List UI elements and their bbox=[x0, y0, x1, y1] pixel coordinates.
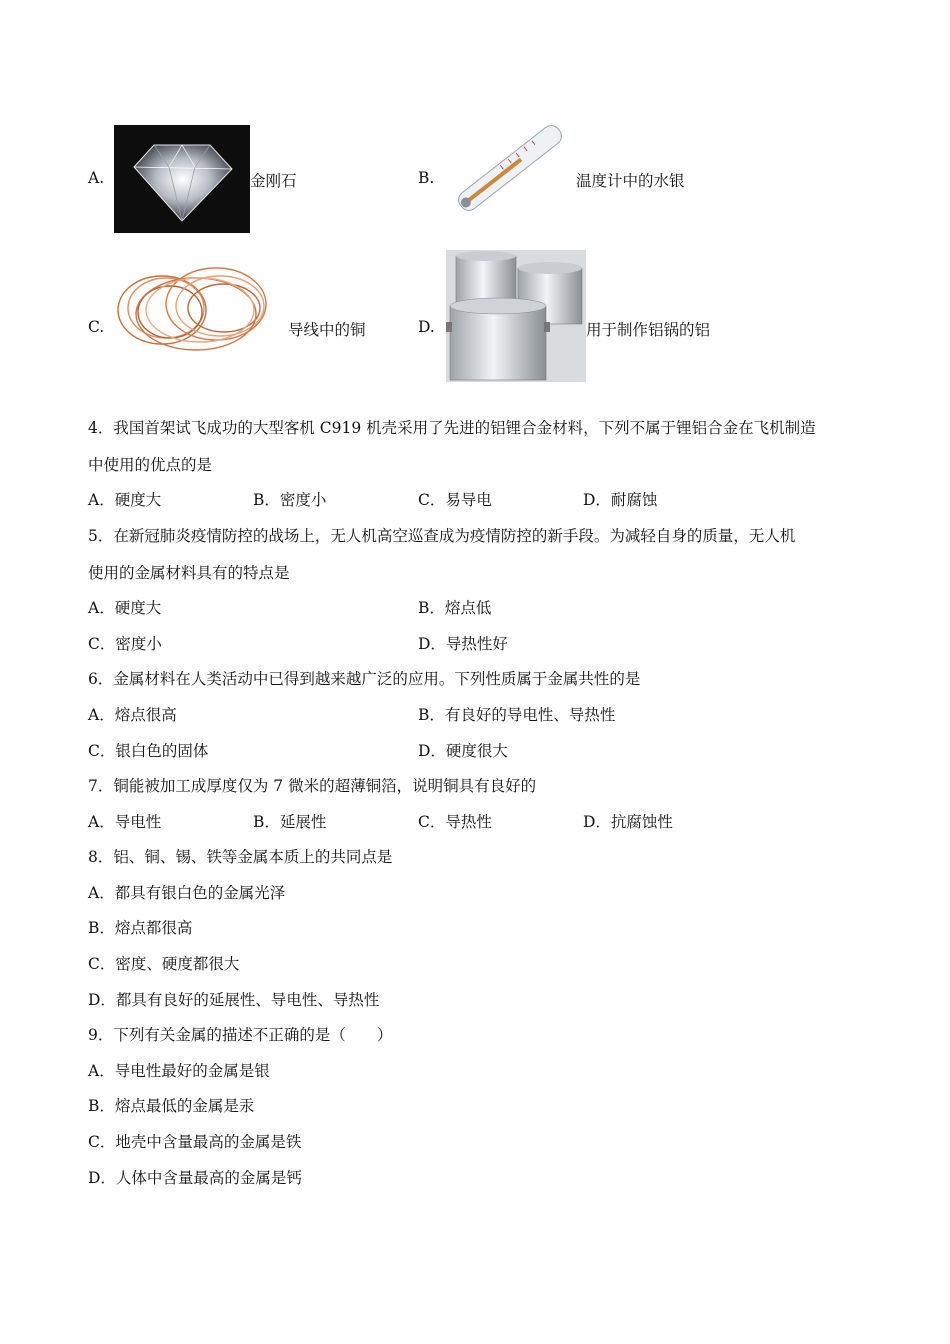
option-letter-c: C. bbox=[88, 318, 105, 336]
question-6-option-c: C．银白色的固体 bbox=[88, 742, 209, 760]
question-6-option-b: B．有良好的导电性、导热性 bbox=[418, 706, 616, 724]
thermometer-image bbox=[444, 114, 576, 222]
question-9-option-d: D．人体中含量最高的金属是钙 bbox=[88, 1169, 302, 1187]
question-5-stem-line2: 使用的金属材料具有的特点是 bbox=[88, 564, 290, 582]
option-text-d: 用于制作铝锅的铝 bbox=[586, 321, 711, 339]
question-6-option-a: A．熔点很高 bbox=[88, 706, 177, 724]
question-8-option-a: A．都具有银白色的金属光泽 bbox=[88, 884, 286, 902]
question-9-stem: 9．下列有关金属的描述不正确的是（ ） bbox=[88, 1026, 393, 1044]
question-6-stem: 6．金属材料在人类活动中已得到越来越广泛的应用。下列性质属于金属共性的是 bbox=[88, 670, 641, 688]
question-4-stem-line1: 4．我国首架试飞成功的大型客机 C919 机壳采用了先进的铝锂合金材料，下列不属于锂铝合金在飞机制造 bbox=[88, 419, 816, 437]
question-7-option-d: D．抗腐蚀性 bbox=[583, 813, 673, 831]
question-7-option-b: B．延展性 bbox=[253, 813, 327, 831]
question-5-option-d: D．导热性好 bbox=[418, 635, 508, 653]
question-6-option-d: D．硬度很大 bbox=[418, 742, 508, 760]
question-9-option-b: B．熔点最低的金属是汞 bbox=[88, 1097, 255, 1115]
question-4-stem-line2: 中使用的优点的是 bbox=[88, 456, 213, 474]
question-7-option-c: C．导热性 bbox=[418, 813, 492, 831]
question-7-option-a: A．导电性 bbox=[88, 813, 162, 831]
question-5-option-b: B．熔点低 bbox=[418, 599, 492, 617]
copper-wire-image bbox=[112, 258, 278, 358]
question-8-stem: 8．铝、铜、锡、铁等金属本质上的共同点是 bbox=[88, 848, 393, 866]
question-5-option-a: A．硬度大 bbox=[88, 599, 162, 617]
diamond-image bbox=[114, 125, 250, 233]
question-8-option-b: B．熔点都很高 bbox=[88, 919, 193, 937]
question-5-stem-line1: 5．在新冠肺炎疫情防控的战场上，无人机高空巡查成为疫情防控的新手段。为减轻自身的质量，无人机 bbox=[88, 527, 796, 545]
option-letter-a: A. bbox=[88, 169, 105, 187]
option-text-a: 金刚石 bbox=[250, 172, 297, 190]
question-7-stem: 7．铜能被加工成厚度仅为 7 微米的超薄铜箔，说明铜具有良好的 bbox=[88, 777, 537, 795]
question-8-option-c: C．密度、硬度都很大 bbox=[88, 955, 240, 973]
question-4-option-b: B．密度小 bbox=[253, 491, 327, 509]
option-text-b: 温度计中的水银 bbox=[576, 172, 685, 190]
question-4-option-c: C．易导电 bbox=[418, 491, 492, 509]
option-letter-b: B. bbox=[418, 169, 435, 187]
question-9-option-a: A．导电性最好的金属是银 bbox=[88, 1062, 270, 1080]
question-4-option-d: D．耐腐蚀 bbox=[583, 491, 658, 509]
option-letter-d: D. bbox=[418, 318, 435, 336]
question-4-option-a: A．硬度大 bbox=[88, 491, 162, 509]
question-8-option-d: D．都具有良好的延展性、导电性、导热性 bbox=[88, 991, 380, 1009]
option-text-c: 导线中的铜 bbox=[288, 321, 366, 339]
aluminum-pots-image bbox=[446, 250, 586, 382]
question-9-option-c: C．地壳中含量最高的金属是铁 bbox=[88, 1133, 302, 1151]
question-5-option-c: C．密度小 bbox=[88, 635, 162, 653]
